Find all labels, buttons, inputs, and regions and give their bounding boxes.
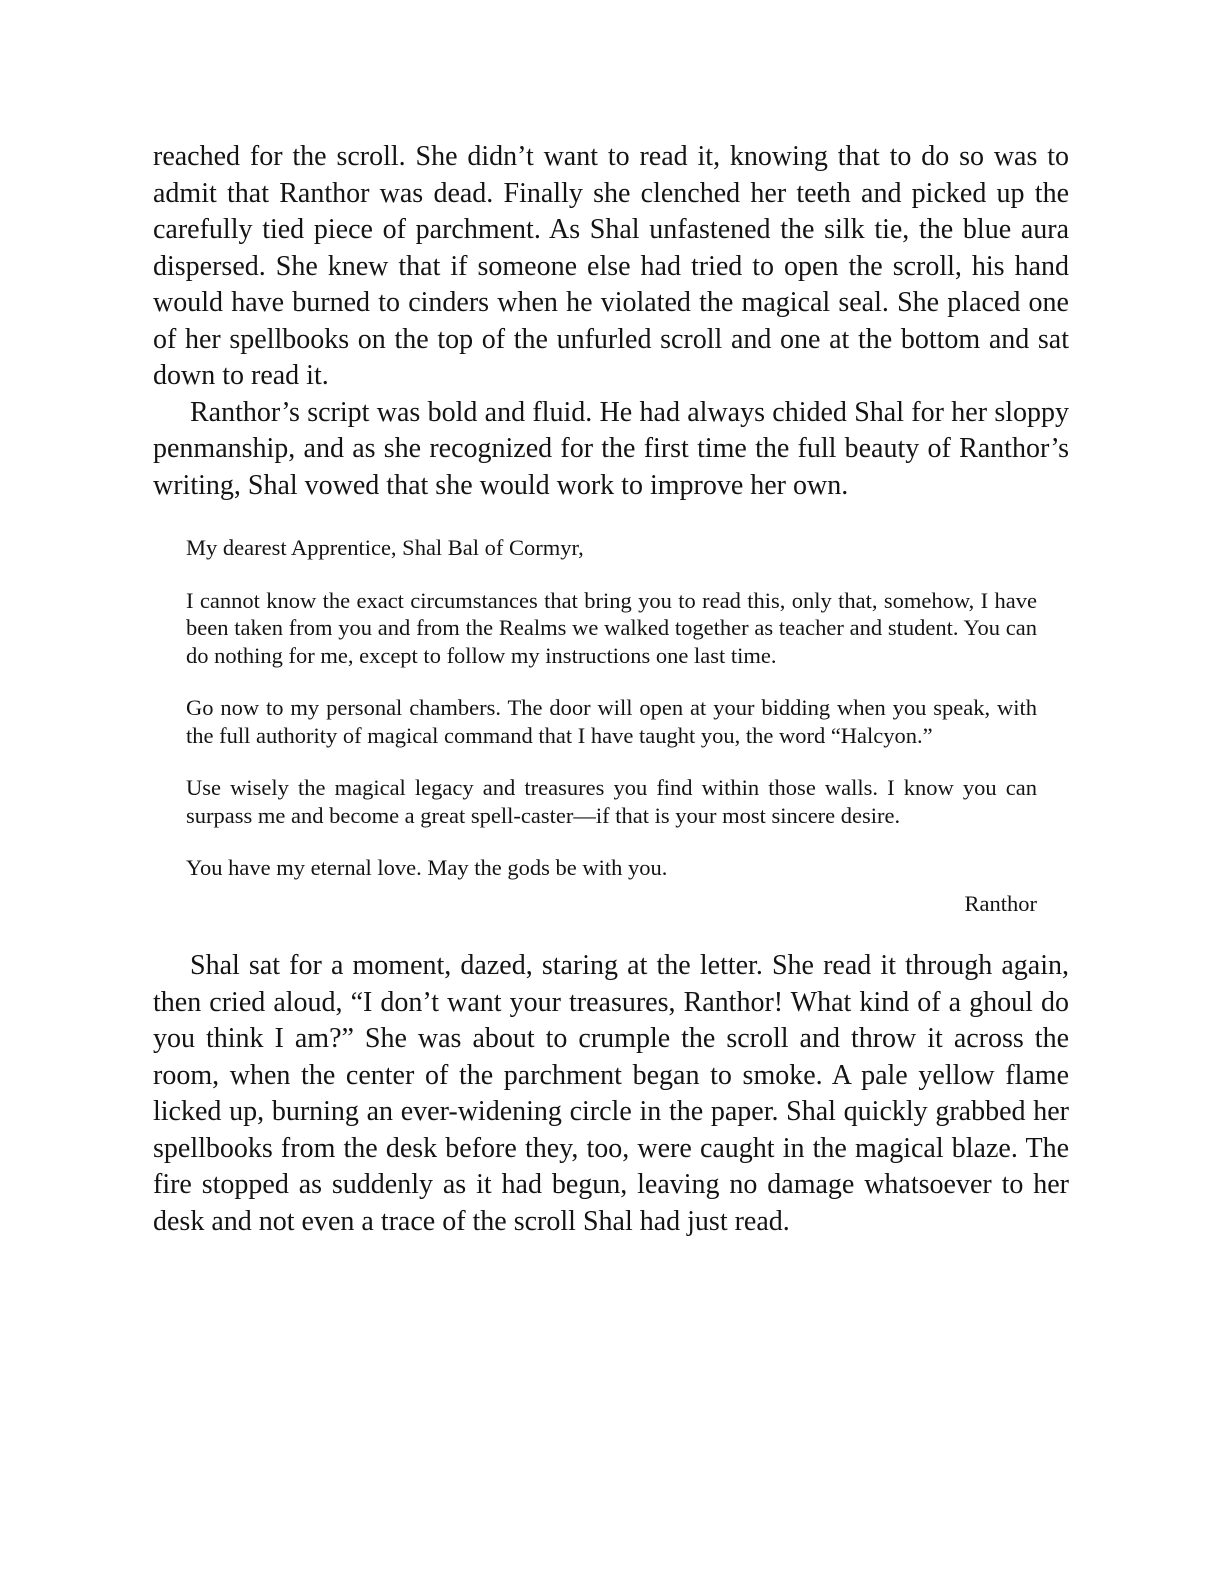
letter-paragraph: Use wisely the magical legacy and treasures you find within those walls. I know you can surpass me and become a great spell-caster—if that is your most sincere desire.: [186, 775, 1037, 828]
page-text-block: [153, 139, 1069, 1240]
story-paragraph: Ranthor’s script was bold and fluid. He had always chided Shal for her sloppy penmanship, and as she recognized for the first time the full beauty of Ranthor’s writing, Shal vowed that she would work to improve her own.: [153, 396, 1069, 501]
letter-block: [186, 534, 1037, 917]
letter-paragraph: I cannot know the exact circumstances that bring you to read this, only that, somehow, I have been taken from you and from the Realms we walked together as teacher and student. You can do nothing for me, except to follow my instructions one last time.: [186, 587, 1037, 668]
letter-closing: You have my eternal love. May the gods be with you.: [186, 855, 668, 880]
story-paragraph: Shal sat for a moment, dazed, staring at the letter. She read it through again, then cried aloud, “I don’t want your treasures, Ranthor! What kind of a ghoul do you think I am?” She was about to crumple the scroll and throw it across the room, when the center of the parchment began to smoke. A pale yellow flame licked up, burning an ever-widening circle in the paper. Shal quickly grabbed her spellbooks from the desk before they, too, were caught in the magical blaze. The fire stopped as suddenly as it had begun, leaving no damage whatsoever to her desk and not even a trace of the scroll Shal had just read.: [153, 950, 1069, 1237]
letter-signature: Ranthor: [964, 890, 1037, 916]
letter-paragraph: Go now to my personal chambers. The door will open at your bidding when you speak, with the full authority of magical command that I have taught you, the word “Halcyon.”: [186, 695, 1037, 748]
story-paragraph: reached for the scroll. She didn’t want to read it, knowing that to do so was to admit that Ranthor was dead. Finally she clenched her teeth and picked up the carefully tied piece of parchment. As Shal unfastened the silk tie, the blue aura dispersed. She knew that if someone else had tried to open the scroll, his hand would have burned to cinders when he violated the magical seal. She placed one of her spellbooks on the top of the unfurled scroll and one at the bottom and sat down to read it.: [153, 141, 1069, 391]
letter-salutation: My dearest Apprentice, Shal Bal of Cormyr,: [186, 535, 584, 560]
